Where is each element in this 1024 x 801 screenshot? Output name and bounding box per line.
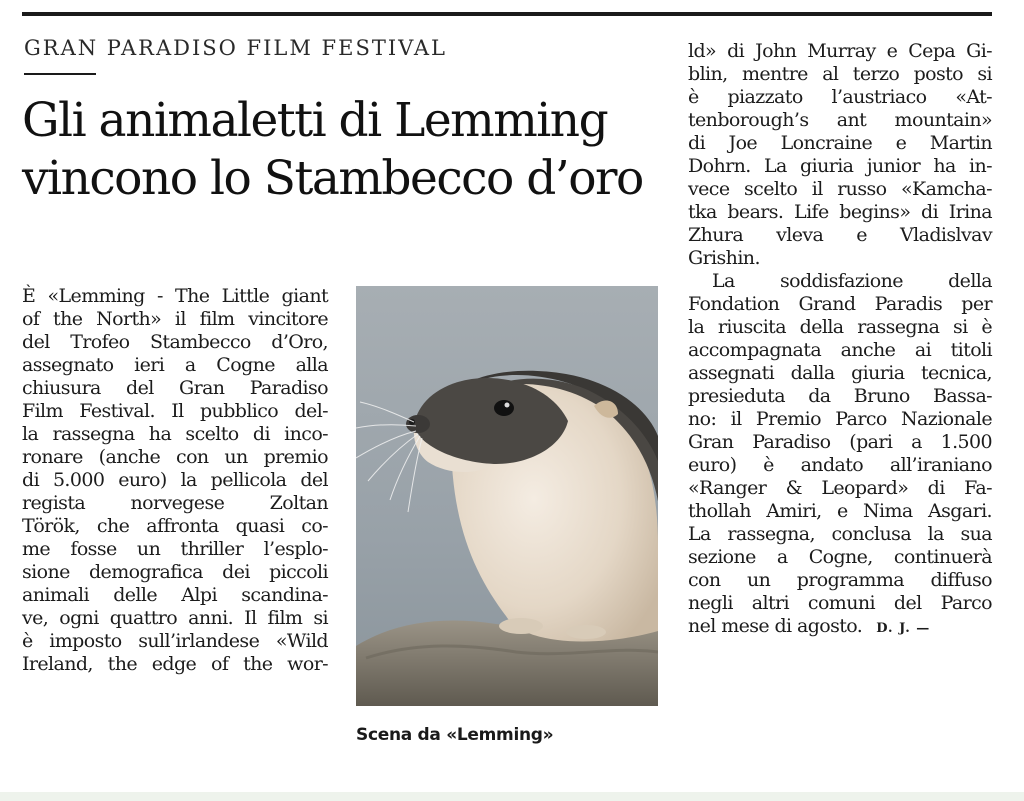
headline-line: Gli animaletti di Lemming xyxy=(22,93,608,148)
body-line: Gran Paradiso (pari a 1.500 xyxy=(688,431,992,453)
body-line: Grishin. xyxy=(688,247,760,269)
body-line: la rassegna ha scelto di inco- xyxy=(22,423,328,445)
body-line: tka bears. Life begins» di Irina xyxy=(688,201,992,223)
body-line: Fondation Grand Paradis per xyxy=(688,293,992,315)
body-line: è imposto sull’irlandese «Wild xyxy=(22,630,328,652)
body-line: del Trofeo Stambecco d’Oro, xyxy=(22,331,328,353)
headline-line: vincono lo Stambecco d’oro xyxy=(22,151,643,206)
top-rule xyxy=(22,12,992,16)
body-line: «Ranger & Leopard» di Fa- xyxy=(688,477,992,499)
body-line: con un programma diffuso xyxy=(688,569,992,591)
body-line: È «Lemming - The Little giant xyxy=(22,285,328,307)
body-line: regista norvegese Zoltan xyxy=(22,492,328,514)
kicker-underline xyxy=(24,73,96,75)
photo-caption: Scena da «Lemming» xyxy=(356,725,554,745)
body-line: animali delle Alpi scandina- xyxy=(22,584,328,606)
body-line: ld» di John Murray e Cepa Gi- xyxy=(688,40,992,62)
body-line: Török, che affronta quasi co- xyxy=(22,515,328,537)
body-line: presieduta da Bruno Bassa- xyxy=(688,385,992,407)
body-line: di Joe Loncraine e Martin xyxy=(688,132,992,154)
lemming-illustration xyxy=(356,286,658,706)
body-line: ronare (anche con un premio xyxy=(22,446,328,468)
body-line: sione demografica dei piccoli xyxy=(22,561,328,583)
body-line: la riuscita della rassegna si è xyxy=(688,316,992,338)
body-line: nel mese di agosto. xyxy=(688,615,863,637)
body-line: Dohrn. La giuria junior ha in- xyxy=(688,155,992,177)
body-column-left xyxy=(22,285,328,676)
body-line: me fosse un thriller l’esplo- xyxy=(22,538,328,560)
body-line: no: il Premio Parco Nazionale xyxy=(688,408,992,430)
body-line: sezione a Cogne, continuerà xyxy=(688,546,992,568)
body-line: tenborough’s ant mountain» xyxy=(688,109,992,131)
body-line: chiusura del Gran Paradiso xyxy=(22,377,328,399)
section-kicker: GRAN PARADISO FILM FESTIVAL xyxy=(24,36,447,60)
body-line: thollah Amiri, e Nima Asgari. xyxy=(688,500,992,522)
bottom-band xyxy=(0,792,1024,801)
lemming-photo xyxy=(356,286,658,706)
body-line: ve, ogni quattro anni. Il film si xyxy=(22,607,328,629)
final-line xyxy=(688,615,992,640)
body-line: vece scelto il russo «Kamcha- xyxy=(688,178,992,200)
body-line: of the North» il film vincitore xyxy=(22,308,328,330)
author-signature: D. J. — xyxy=(876,621,931,636)
body-line: assegnato ieri a Cogne alla xyxy=(22,354,328,376)
body-line: di 5.000 euro) la pellicola del xyxy=(22,469,328,491)
body-line: blin, mentre al terzo posto si xyxy=(688,63,992,85)
body-line: La soddisfazione della xyxy=(712,270,992,292)
body-line: La rassegna, conclusa la sua xyxy=(688,523,992,545)
body-line: Film Festival. Il pubblico del- xyxy=(22,400,328,422)
body-line: Ireland, the edge of the wor- xyxy=(22,653,328,675)
body-line: è piazzato l’austriaco «At- xyxy=(688,86,992,108)
headline xyxy=(22,92,672,208)
body-line: accompagnata anche ai titoli xyxy=(688,339,992,361)
body-line: euro) è andato all’iraniano xyxy=(688,454,992,476)
body-line: negli altri comuni del Parco xyxy=(688,592,992,614)
body-line: assegnati dalla giuria tecnica, xyxy=(688,362,992,384)
body-column-right xyxy=(688,40,992,640)
body-line: Zhura vleva e Vladislvav xyxy=(688,224,992,246)
